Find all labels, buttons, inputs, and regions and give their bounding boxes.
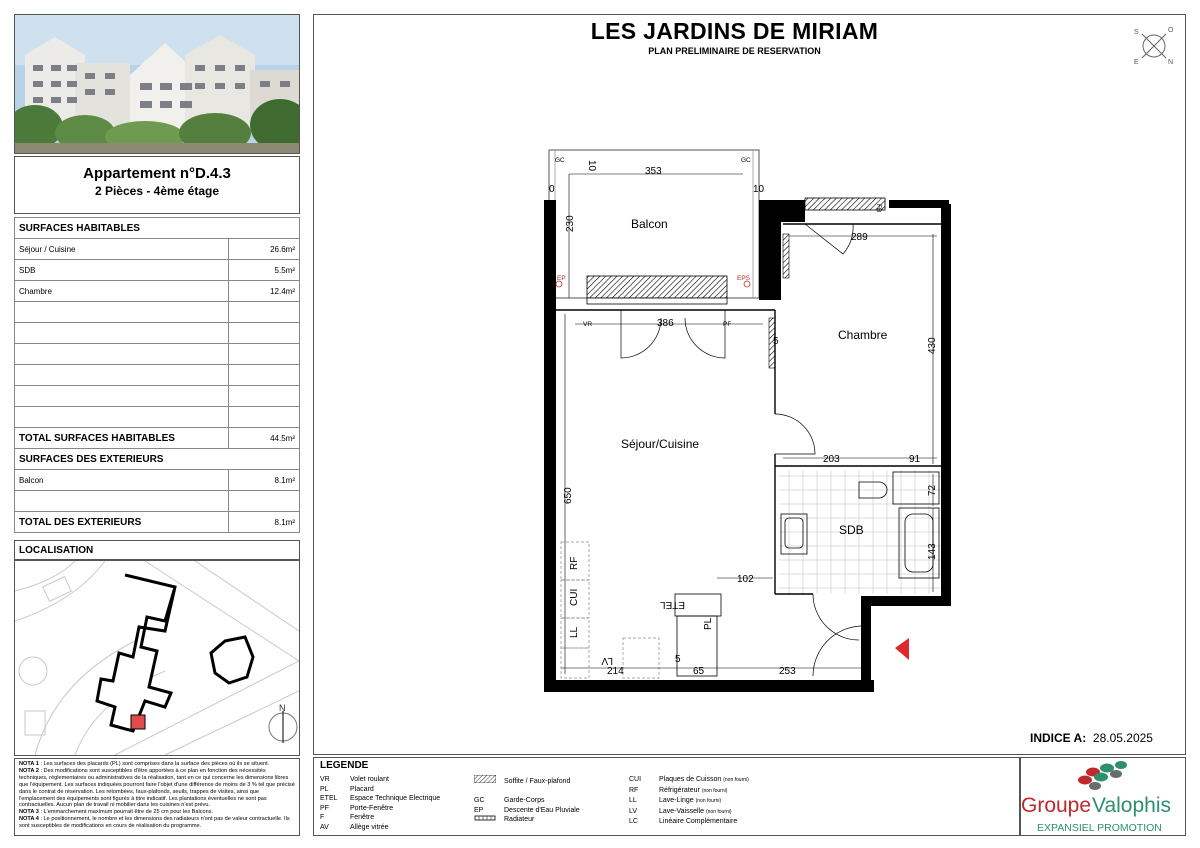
- table-row: [15, 344, 300, 365]
- row-value: 26.6m²: [229, 239, 300, 260]
- svg-text:RF: RF: [569, 556, 580, 570]
- localisation-map: [14, 560, 300, 756]
- entrance-arrow-icon: [895, 638, 909, 660]
- svg-text:91: 91: [909, 454, 921, 465]
- row-label: SDB: [15, 260, 229, 281]
- total-value: 44.5m²: [229, 428, 300, 449]
- svg-text:E: E: [1134, 59, 1139, 66]
- note-4: NOTA 4 : Le positionnement, le nombre et les dimensions des radiateurs n'ont pas de valeur contractuelle. Ils sont susceptibles de modifications en cours de réalisation du programme.: [19, 816, 290, 830]
- svg-text:S: S: [1134, 29, 1139, 36]
- total-row: [15, 512, 300, 533]
- apartment-name: Appartement n°D.4.3: [83, 165, 231, 182]
- note-3: NOTA 3 : L'emmarchement maximum pourrait être de 25 cm pour les Balcons.: [19, 809, 214, 816]
- svg-text:N: N: [1168, 59, 1174, 66]
- legend-col-3: CUI Plaques de Cuisson (non fourni) RF Réfrigérateur (non fourni) LL Lave-Linge (non fourni) LV Lave-Vaisselle (non fourni) LC Linéaire Complémentaire: [629, 776, 749, 826]
- logo-word2: Valophis: [1092, 794, 1171, 817]
- indice: INDICE A: 28.05.2025: [1030, 731, 1153, 745]
- total-value: 8.1m²: [229, 512, 300, 533]
- table-row: [15, 365, 300, 386]
- svg-text:PF: PF: [723, 321, 732, 328]
- room-label-sdb: SDB: [839, 523, 864, 537]
- svg-text:214: 214: [607, 666, 624, 677]
- svg-text:ETEL: ETEL: [659, 599, 685, 610]
- svg-text:5: 5: [773, 336, 779, 347]
- svg-text:65: 65: [693, 666, 705, 677]
- radiator-icon: [474, 815, 496, 821]
- legend-panel: [313, 757, 1020, 836]
- localisation-heading: LOCALISATION: [14, 540, 300, 560]
- logo-word1: Groupe: [1021, 794, 1092, 817]
- legend-col-1: VR Volet roulant PL Placard ETEL Espace Technique Electrique PF Porte-Fenêtre F Fenêtre AV Allège vitrée: [320, 776, 441, 831]
- svg-text:CUI: CUI: [569, 588, 580, 606]
- groupe-valophis-logo: [1020, 757, 1186, 836]
- svg-text:72: 72: [927, 484, 938, 496]
- notes-block: [14, 758, 300, 836]
- surfaces-habitables-table: [14, 217, 300, 533]
- legend-col-2: Soffite / Faux-plafond GC Garde-Corps EP Descente d'Eau Pluviale Radiateur: [474, 775, 580, 825]
- svg-text:0: 0: [549, 184, 555, 195]
- floor-plan: [313, 14, 1186, 755]
- north-label: N: [279, 703, 286, 713]
- svg-text:430: 430: [927, 337, 938, 354]
- svg-text:143: 143: [927, 543, 938, 560]
- svg-text:289: 289: [851, 232, 868, 243]
- legend-title: LEGENDE: [320, 760, 369, 771]
- logo-tagline: EXPANSIEL PROMOTION: [1037, 822, 1162, 834]
- svg-text:10: 10: [753, 184, 765, 195]
- building-rendering: [14, 14, 300, 154]
- table-row: [15, 239, 300, 260]
- svg-text:PL: PL: [703, 617, 714, 630]
- surfaces-habitables-heading: SURFACES HABITABLES: [15, 218, 300, 239]
- table-row: [15, 491, 300, 512]
- page-title: LES JARDINS DE MIRIAM: [590, 18, 879, 44]
- total-label: TOTAL SURFACES HABITABLES: [15, 428, 229, 449]
- svg-text:386: 386: [657, 318, 674, 329]
- svg-text:253: 253: [779, 666, 796, 677]
- table-row: [15, 302, 300, 323]
- svg-text:EP: EP: [557, 275, 566, 282]
- room-label-chambre: Chambre: [838, 328, 888, 342]
- apartment-header: [14, 156, 300, 214]
- row-value: 8.1m²: [229, 470, 300, 491]
- svg-text:102: 102: [737, 574, 754, 585]
- logo-dots-icon: [1078, 761, 1127, 790]
- table-row: [15, 386, 300, 407]
- svg-text:5: 5: [675, 654, 681, 665]
- svg-text:203: 203: [823, 454, 840, 465]
- row-label: Chambre: [15, 281, 229, 302]
- hatch-icon: [474, 775, 496, 783]
- svg-text:FB: FB: [875, 204, 882, 213]
- svg-text:230: 230: [565, 215, 576, 232]
- row-label: Balcon: [15, 470, 229, 491]
- row-label: Séjour / Cuisine: [15, 239, 229, 260]
- surfaces-exterieurs-heading: SURFACES DES EXTERIEURS: [15, 449, 300, 470]
- row-value: 12.4m²: [229, 281, 300, 302]
- table-row: [15, 323, 300, 344]
- svg-text:EPS: EPS: [737, 275, 751, 282]
- svg-text:VR: VR: [583, 321, 593, 328]
- total-label: TOTAL DES EXTERIEURS: [15, 512, 229, 533]
- table-row: [15, 470, 300, 491]
- note-1: NOTA 1 : Les surfaces des placards (PL) sont comprises dans la surface des pièces où ils se situent.: [19, 761, 270, 767]
- row-value: 5.5m²: [229, 260, 300, 281]
- table-row: [15, 260, 300, 281]
- room-label-balcon: Balcon: [631, 217, 668, 231]
- total-row: [15, 428, 300, 449]
- apartment-info: 2 Pièces - 4ème étage: [94, 184, 220, 198]
- svg-text:LL: LL: [569, 626, 580, 638]
- table-row: [15, 281, 300, 302]
- svg-text:LV: LV: [601, 655, 613, 666]
- page-subtitle: PLAN PRELIMINAIRE DE RESERVATION: [648, 46, 821, 56]
- note-2: NOTA 2 : Des modifications sont susceptibles d'être apportées à ce plan en fonction des nécessités techniques, réglementaires ou administratives de la réalisation, tant en ce qui concerne les dimensions libres que l'équipement. Les surfaces indiquées pourront faire l'objet d'une différence de moins de 3 % tel que précisé dans le contrat de réservation. Les retombées, faux-plafonds, seuils, trappes de visites, ainsi que l'emplacement des équipements sont figurés à titre indicatif. Les plantations éventuelles ne sont pas contractuelles. Aucun plan de travail ni mobilier dans les cuisines n'est prévu.: [19, 767, 295, 809]
- svg-text:GC: GC: [555, 157, 565, 164]
- room-label-sejour: Séjour/Cuisine: [621, 437, 700, 451]
- svg-text:353: 353: [645, 166, 662, 177]
- table-row: [15, 407, 300, 428]
- svg-text:650: 650: [563, 487, 574, 504]
- svg-text:O: O: [1168, 27, 1174, 34]
- svg-text:10: 10: [586, 160, 597, 172]
- svg-text:GC: GC: [741, 157, 751, 164]
